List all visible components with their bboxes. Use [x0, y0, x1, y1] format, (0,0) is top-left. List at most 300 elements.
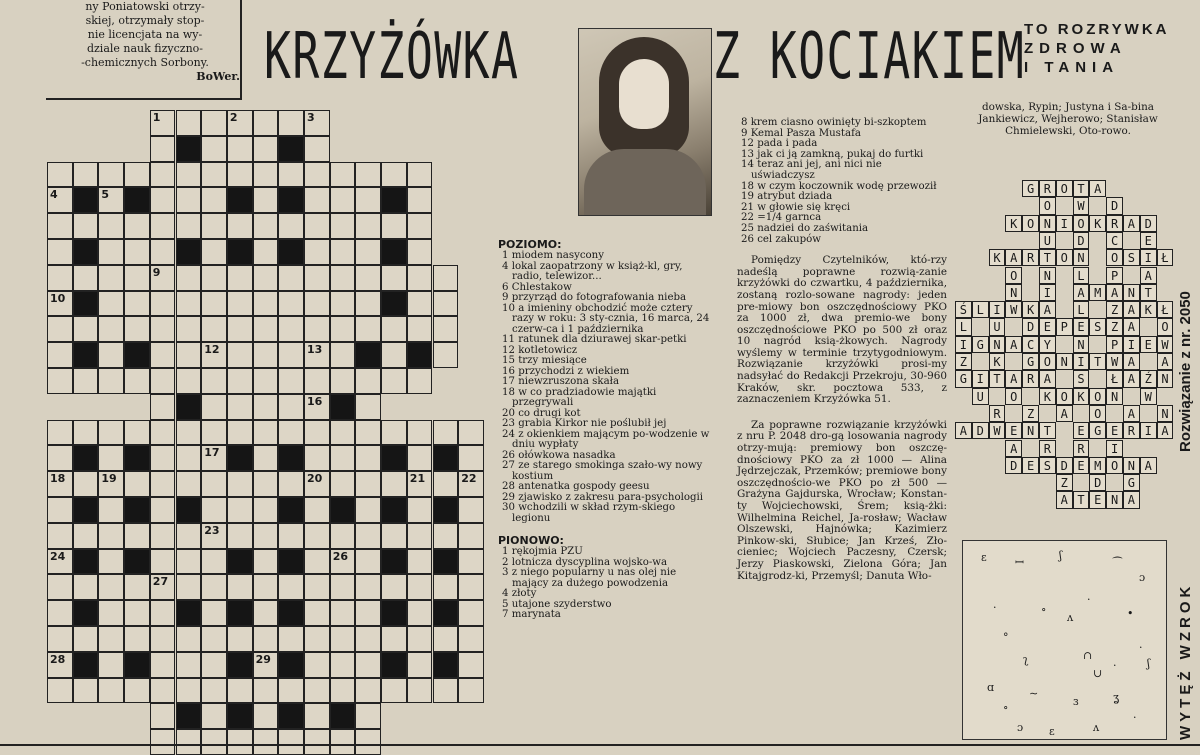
grid-cell[interactable] [253, 729, 279, 755]
grid-cell[interactable] [278, 291, 304, 317]
grid-cell[interactable] [381, 523, 407, 549]
grid-cell[interactable] [253, 497, 279, 523]
grid-cell[interactable] [47, 368, 73, 394]
grid-cell[interactable] [98, 187, 124, 213]
grid-cell[interactable] [227, 162, 253, 188]
grid-cell[interactable] [176, 162, 202, 188]
grid-cell[interactable] [458, 678, 484, 704]
grid-cell[interactable] [278, 162, 304, 188]
grid-cell[interactable] [304, 239, 330, 265]
grid-cell[interactable] [227, 574, 253, 600]
grid-cell[interactable] [73, 162, 99, 188]
grid-cell[interactable] [73, 471, 99, 497]
grid-cell[interactable] [73, 574, 99, 600]
grid-cell[interactable] [124, 265, 150, 291]
grid-cell[interactable] [278, 213, 304, 239]
grid-cell[interactable] [278, 394, 304, 420]
grid-cell[interactable] [176, 678, 202, 704]
grid-cell[interactable] [201, 497, 227, 523]
grid-cell[interactable] [253, 162, 279, 188]
grid-cell[interactable] [458, 445, 484, 471]
grid-cell[interactable] [150, 703, 176, 729]
grid-cell[interactable] [150, 136, 176, 162]
grid-cell[interactable] [407, 445, 433, 471]
grid-cell[interactable] [330, 265, 356, 291]
grid-cell[interactable] [278, 342, 304, 368]
grid-cell[interactable] [304, 162, 330, 188]
grid-cell[interactable] [381, 420, 407, 446]
grid-cell[interactable] [201, 523, 227, 549]
grid-cell[interactable] [381, 162, 407, 188]
grid-cell[interactable] [381, 626, 407, 652]
grid-cell[interactable] [458, 497, 484, 523]
grid-cell[interactable] [278, 523, 304, 549]
grid-cell[interactable] [176, 213, 202, 239]
grid-cell[interactable] [227, 291, 253, 317]
grid-cell[interactable] [124, 213, 150, 239]
grid-cell[interactable] [98, 626, 124, 652]
grid-cell[interactable] [407, 497, 433, 523]
grid-cell[interactable] [227, 420, 253, 446]
grid-cell[interactable] [433, 265, 459, 291]
grid-cell[interactable] [98, 213, 124, 239]
grid-cell[interactable] [330, 316, 356, 342]
grid-cell[interactable] [304, 445, 330, 471]
grid-cell[interactable] [330, 549, 356, 575]
grid-cell[interactable] [98, 523, 124, 549]
grid-cell[interactable] [47, 162, 73, 188]
grid-cell[interactable] [227, 729, 253, 755]
grid-cell[interactable] [330, 523, 356, 549]
grid-cell[interactable] [355, 420, 381, 446]
grid-cell[interactable] [47, 600, 73, 626]
grid-cell[interactable] [176, 574, 202, 600]
grid-cell[interactable] [124, 574, 150, 600]
grid-cell[interactable] [253, 368, 279, 394]
grid-cell[interactable] [176, 110, 202, 136]
grid-cell[interactable] [355, 291, 381, 317]
grid-cell[interactable] [355, 549, 381, 575]
grid-cell[interactable] [47, 420, 73, 446]
grid-cell[interactable] [253, 574, 279, 600]
grid-cell[interactable] [73, 626, 99, 652]
grid-cell[interactable] [176, 626, 202, 652]
grid-cell[interactable] [98, 445, 124, 471]
grid-cell[interactable] [47, 497, 73, 523]
grid-cell[interactable] [176, 471, 202, 497]
grid-cell[interactable] [124, 600, 150, 626]
grid-cell[interactable] [201, 600, 227, 626]
grid-cell[interactable] [278, 368, 304, 394]
grid-cell[interactable] [227, 394, 253, 420]
grid-cell[interactable] [98, 420, 124, 446]
grid-cell[interactable] [355, 213, 381, 239]
grid-cell[interactable] [124, 471, 150, 497]
grid-cell[interactable] [150, 162, 176, 188]
grid-cell[interactable] [433, 342, 459, 368]
grid-cell[interactable] [201, 239, 227, 265]
grid-cell[interactable] [407, 213, 433, 239]
grid-cell[interactable] [124, 420, 150, 446]
grid-cell[interactable] [73, 368, 99, 394]
grid-cell[interactable] [124, 678, 150, 704]
grid-cell[interactable] [355, 729, 381, 755]
grid-cell[interactable] [381, 265, 407, 291]
grid-cell[interactable] [124, 239, 150, 265]
grid-cell[interactable] [407, 574, 433, 600]
grid-cell[interactable] [278, 678, 304, 704]
grid-cell[interactable] [355, 394, 381, 420]
grid-cell[interactable] [355, 471, 381, 497]
grid-cell[interactable] [98, 368, 124, 394]
grid-cell[interactable] [201, 316, 227, 342]
grid-cell[interactable] [47, 678, 73, 704]
grid-cell[interactable] [47, 471, 73, 497]
grid-cell[interactable] [150, 368, 176, 394]
grid-cell[interactable] [176, 368, 202, 394]
grid-cell[interactable] [330, 729, 356, 755]
grid-cell[interactable] [355, 523, 381, 549]
grid-cell[interactable] [47, 342, 73, 368]
grid-cell[interactable] [150, 213, 176, 239]
grid-cell[interactable] [150, 729, 176, 755]
grid-cell[interactable] [150, 549, 176, 575]
grid-cell[interactable] [304, 420, 330, 446]
grid-cell[interactable] [458, 652, 484, 678]
grid-cell[interactable] [355, 626, 381, 652]
grid-cell[interactable] [304, 471, 330, 497]
grid-cell[interactable] [407, 316, 433, 342]
grid-cell[interactable] [73, 523, 99, 549]
grid-cell[interactable] [433, 316, 459, 342]
grid-cell[interactable] [98, 291, 124, 317]
grid-cell[interactable] [201, 626, 227, 652]
grid-cell[interactable] [253, 239, 279, 265]
grid-cell[interactable] [304, 187, 330, 213]
grid-cell[interactable] [304, 213, 330, 239]
grid-cell[interactable] [253, 471, 279, 497]
grid-cell[interactable] [201, 291, 227, 317]
grid-cell[interactable] [47, 291, 73, 317]
grid-cell[interactable] [150, 523, 176, 549]
grid-cell[interactable] [227, 265, 253, 291]
grid-cell[interactable] [98, 265, 124, 291]
grid-cell[interactable] [150, 678, 176, 704]
grid-cell[interactable] [253, 420, 279, 446]
grid-cell[interactable] [176, 265, 202, 291]
grid-cell[interactable] [150, 497, 176, 523]
grid-cell[interactable] [355, 316, 381, 342]
grid-cell[interactable] [407, 549, 433, 575]
grid-cell[interactable] [47, 626, 73, 652]
grid-cell[interactable] [201, 136, 227, 162]
grid-cell[interactable] [176, 316, 202, 342]
grid-cell[interactable] [98, 316, 124, 342]
grid-cell[interactable] [227, 523, 253, 549]
grid-cell[interactable] [253, 136, 279, 162]
grid-cell[interactable] [73, 678, 99, 704]
grid-cell[interactable] [124, 316, 150, 342]
grid-cell[interactable] [304, 678, 330, 704]
grid-cell[interactable] [98, 162, 124, 188]
grid-cell[interactable] [355, 703, 381, 729]
grid-cell[interactable] [355, 162, 381, 188]
grid-cell[interactable] [330, 445, 356, 471]
grid-cell[interactable] [433, 523, 459, 549]
grid-cell[interactable] [253, 678, 279, 704]
grid-cell[interactable] [253, 445, 279, 471]
grid-cell[interactable] [304, 316, 330, 342]
grid-cell[interactable] [253, 187, 279, 213]
grid-cell[interactable] [458, 523, 484, 549]
grid-cell[interactable] [201, 265, 227, 291]
grid-cell[interactable] [150, 600, 176, 626]
grid-cell[interactable] [150, 291, 176, 317]
grid-cell[interactable] [201, 368, 227, 394]
grid-cell[interactable] [304, 523, 330, 549]
grid-cell[interactable] [201, 574, 227, 600]
grid-cell[interactable] [150, 187, 176, 213]
grid-cell[interactable] [201, 445, 227, 471]
grid-cell[interactable] [278, 471, 304, 497]
grid-cell[interactable] [304, 574, 330, 600]
grid-cell[interactable] [407, 678, 433, 704]
grid-cell[interactable] [201, 729, 227, 755]
grid-cell[interactable] [330, 291, 356, 317]
grid-cell[interactable] [304, 342, 330, 368]
grid-cell[interactable] [304, 703, 330, 729]
grid-cell[interactable] [330, 162, 356, 188]
grid-cell[interactable] [201, 394, 227, 420]
grid-cell[interactable] [176, 342, 202, 368]
grid-cell[interactable] [433, 471, 459, 497]
grid-cell[interactable] [201, 342, 227, 368]
grid-cell[interactable] [330, 678, 356, 704]
grid-cell[interactable] [47, 445, 73, 471]
grid-cell[interactable] [201, 110, 227, 136]
grid-cell[interactable] [201, 471, 227, 497]
grid-cell[interactable] [458, 471, 484, 497]
grid-cell[interactable] [176, 549, 202, 575]
grid-cell[interactable] [330, 342, 356, 368]
grid-cell[interactable] [330, 574, 356, 600]
grid-cell[interactable] [201, 678, 227, 704]
grid-cell[interactable] [330, 420, 356, 446]
grid-cell[interactable] [150, 110, 176, 136]
grid-cell[interactable] [355, 600, 381, 626]
grid-cell[interactable] [330, 471, 356, 497]
grid-cell[interactable] [253, 626, 279, 652]
grid-cell[interactable] [201, 549, 227, 575]
grid-cell[interactable] [73, 213, 99, 239]
grid-cell[interactable] [433, 291, 459, 317]
grid-cell[interactable] [47, 213, 73, 239]
grid-cell[interactable] [433, 626, 459, 652]
grid-cell[interactable] [227, 471, 253, 497]
grid-cell[interactable] [47, 239, 73, 265]
grid-cell[interactable] [227, 678, 253, 704]
grid-cell[interactable] [304, 497, 330, 523]
grid-cell[interactable] [355, 678, 381, 704]
grid-cell[interactable] [433, 574, 459, 600]
grid-cell[interactable] [201, 652, 227, 678]
grid-cell[interactable] [73, 316, 99, 342]
grid-cell[interactable] [253, 316, 279, 342]
grid-cell[interactable] [201, 213, 227, 239]
grid-cell[interactable] [407, 523, 433, 549]
grid-cell[interactable] [278, 110, 304, 136]
grid-cell[interactable] [458, 600, 484, 626]
grid-cell[interactable] [278, 574, 304, 600]
grid-cell[interactable] [124, 368, 150, 394]
grid-cell[interactable] [304, 652, 330, 678]
grid-cell[interactable] [253, 600, 279, 626]
grid-cell[interactable] [176, 523, 202, 549]
grid-cell[interactable] [253, 652, 279, 678]
grid-cell[interactable] [253, 342, 279, 368]
grid-cell[interactable] [407, 471, 433, 497]
grid-cell[interactable] [124, 626, 150, 652]
grid-cell[interactable] [98, 497, 124, 523]
grid-cell[interactable] [227, 626, 253, 652]
grid-cell[interactable] [98, 549, 124, 575]
grid-cell[interactable] [47, 265, 73, 291]
grid-cell[interactable] [407, 368, 433, 394]
grid-cell[interactable] [47, 574, 73, 600]
grid-cell[interactable] [176, 187, 202, 213]
grid-cell[interactable] [150, 445, 176, 471]
grid-cell[interactable] [355, 368, 381, 394]
grid-cell[interactable] [407, 162, 433, 188]
grid-cell[interactable] [150, 652, 176, 678]
grid-cell[interactable] [227, 136, 253, 162]
grid-cell[interactable] [227, 368, 253, 394]
grid-cell[interactable] [150, 394, 176, 420]
grid-cell[interactable] [253, 394, 279, 420]
grid-cell[interactable] [201, 187, 227, 213]
grid-cell[interactable] [47, 652, 73, 678]
grid-cell[interactable] [253, 523, 279, 549]
grid-cell[interactable] [407, 291, 433, 317]
grid-cell[interactable] [278, 265, 304, 291]
grid-cell[interactable] [176, 729, 202, 755]
grid-cell[interactable] [304, 600, 330, 626]
grid-cell[interactable] [304, 729, 330, 755]
grid-cell[interactable] [330, 239, 356, 265]
grid-cell[interactable] [458, 549, 484, 575]
grid-cell[interactable] [407, 239, 433, 265]
grid-cell[interactable] [227, 342, 253, 368]
grid-cell[interactable] [201, 703, 227, 729]
grid-cell[interactable] [98, 600, 124, 626]
grid-cell[interactable] [73, 420, 99, 446]
grid-cell[interactable] [304, 394, 330, 420]
grid-cell[interactable] [47, 187, 73, 213]
grid-cell[interactable] [253, 549, 279, 575]
grid-cell[interactable] [176, 445, 202, 471]
grid-cell[interactable] [150, 316, 176, 342]
grid-cell[interactable] [124, 523, 150, 549]
grid-cell[interactable] [355, 265, 381, 291]
grid-cell[interactable] [278, 626, 304, 652]
grid-cell[interactable] [150, 626, 176, 652]
grid-cell[interactable] [253, 213, 279, 239]
grid-cell[interactable] [98, 574, 124, 600]
grid-cell[interactable] [253, 291, 279, 317]
grid-cell[interactable] [150, 471, 176, 497]
grid-cell[interactable] [407, 626, 433, 652]
grid-cell[interactable] [201, 162, 227, 188]
grid-cell[interactable] [253, 703, 279, 729]
grid-cell[interactable] [355, 445, 381, 471]
grid-cell[interactable] [227, 316, 253, 342]
grid-cell[interactable] [176, 652, 202, 678]
grid-cell[interactable] [433, 678, 459, 704]
grid-cell[interactable] [150, 342, 176, 368]
grid-cell[interactable] [304, 368, 330, 394]
grid-cell[interactable] [433, 420, 459, 446]
grid-cell[interactable] [330, 213, 356, 239]
grid-cell[interactable] [330, 600, 356, 626]
grid-cell[interactable] [330, 187, 356, 213]
grid-cell[interactable] [98, 652, 124, 678]
grid-cell[interactable] [73, 265, 99, 291]
grid-cell[interactable] [330, 652, 356, 678]
grid-cell[interactable] [330, 368, 356, 394]
grid-cell[interactable] [381, 342, 407, 368]
grid-cell[interactable] [407, 187, 433, 213]
grid-cell[interactable] [407, 265, 433, 291]
grid-cell[interactable] [201, 420, 227, 446]
grid-cell[interactable] [176, 291, 202, 317]
grid-cell[interactable] [381, 678, 407, 704]
grid-cell[interactable] [304, 136, 330, 162]
grid-cell[interactable] [150, 265, 176, 291]
grid-cell[interactable] [304, 265, 330, 291]
grid-cell[interactable] [355, 497, 381, 523]
grid-cell[interactable] [98, 342, 124, 368]
grid-cell[interactable] [304, 549, 330, 575]
grid-cell[interactable] [227, 497, 253, 523]
grid-cell[interactable] [355, 187, 381, 213]
grid-cell[interactable] [381, 316, 407, 342]
grid-cell[interactable] [227, 110, 253, 136]
grid-cell[interactable] [98, 678, 124, 704]
grid-cell[interactable] [304, 626, 330, 652]
grid-cell[interactable] [278, 729, 304, 755]
grid-cell[interactable] [124, 162, 150, 188]
grid-cell[interactable] [458, 626, 484, 652]
grid-cell[interactable] [330, 626, 356, 652]
grid-cell[interactable] [47, 523, 73, 549]
grid-cell[interactable] [98, 471, 124, 497]
grid-cell[interactable] [278, 316, 304, 342]
grid-cell[interactable] [176, 420, 202, 446]
grid-cell[interactable] [355, 574, 381, 600]
grid-cell[interactable] [304, 291, 330, 317]
grid-cell[interactable] [124, 291, 150, 317]
grid-cell[interactable] [278, 420, 304, 446]
grid-cell[interactable] [458, 574, 484, 600]
grid-cell[interactable] [407, 652, 433, 678]
grid-cell[interactable] [407, 420, 433, 446]
grid-cell[interactable] [381, 471, 407, 497]
grid-cell[interactable] [304, 110, 330, 136]
grid-cell[interactable] [253, 265, 279, 291]
grid-cell[interactable] [458, 420, 484, 446]
grid-cell[interactable] [98, 239, 124, 265]
grid-cell[interactable] [227, 213, 253, 239]
